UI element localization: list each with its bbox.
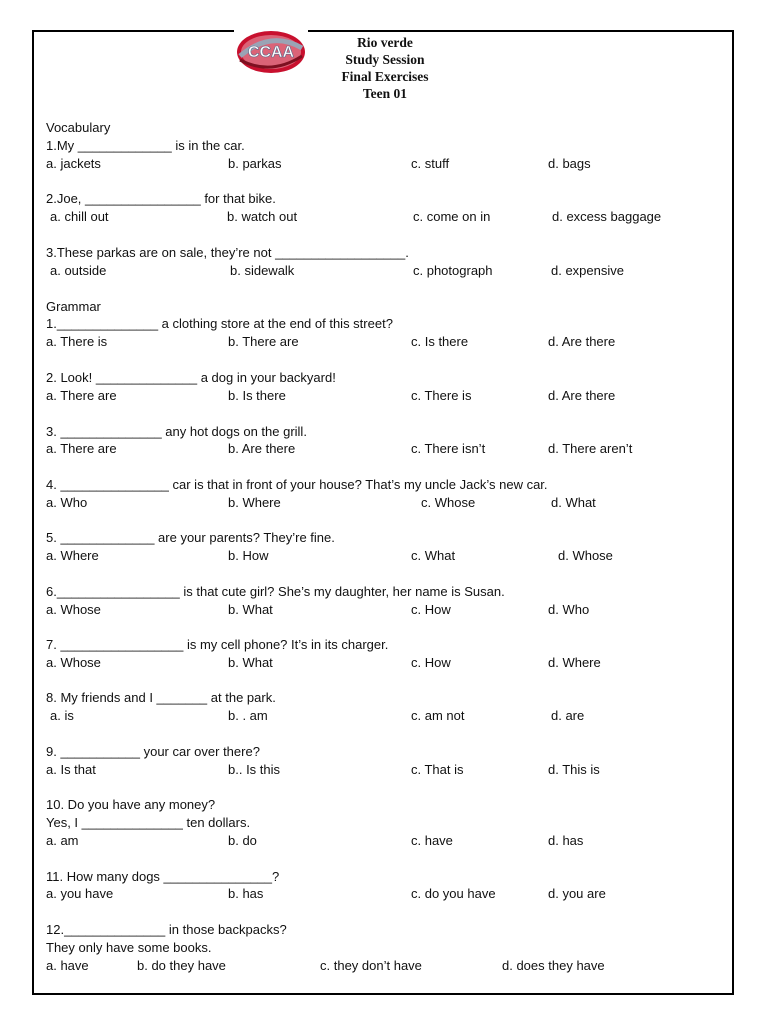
grammar-question-12-option-a: a. have bbox=[46, 958, 89, 973]
grammar-question-4: 4. _______________ car is that in front of your house? That’s my uncle Jack’s new car. bbox=[46, 477, 548, 492]
grammar-question-12-line2: They only have some books. bbox=[46, 940, 212, 955]
vocabulary-question-2-option-a: a. chill out bbox=[50, 209, 109, 224]
grammar-question-10: 10. Do you have any money? bbox=[46, 797, 216, 812]
grammar-question-4-option-a: a. Who bbox=[46, 495, 88, 510]
grammar-question-12-option-b: b. do they have bbox=[137, 958, 226, 973]
grammar-question-9-option-a: a. Is that bbox=[46, 762, 96, 777]
grammar-question-9-option-d: d. This is bbox=[548, 762, 600, 777]
grammar-question-5: 5. _____________ are your parents? They’re fine. bbox=[46, 530, 335, 545]
vocabulary-question-1-option-d: d. bags bbox=[548, 156, 591, 171]
grammar-question-8-option-d: d. are bbox=[551, 708, 585, 723]
grammar-question-5-option-c: c. What bbox=[411, 548, 456, 563]
grammar-question-4-option-c: c. Whose bbox=[421, 495, 476, 510]
grammar-question-9: 9. ___________ your car over there? bbox=[46, 744, 260, 759]
grammar-question-1-option-b: b. There are bbox=[228, 334, 299, 349]
grammar-question-2-option-a: a. There are bbox=[46, 388, 117, 403]
vocabulary-question-3-option-d: d. expensive bbox=[551, 263, 624, 278]
grammar-question-12: 12.______________ in those backpacks? bbox=[46, 922, 287, 937]
grammar-question-10-option-d: d. has bbox=[548, 833, 584, 848]
class-level: Teen 01 bbox=[362, 86, 408, 101]
grammar-question-3-option-c: c. There isn’t bbox=[411, 441, 486, 456]
grammar-question-6-option-b: b. What bbox=[228, 602, 273, 617]
grammar-question-10-option-a: a. am bbox=[46, 833, 79, 848]
grammar-question-12-option-d: d. does they have bbox=[502, 958, 605, 973]
exercise-title: Final Exercises bbox=[341, 69, 429, 84]
grammar-question-10-line2: Yes, I ______________ ten dollars. bbox=[46, 815, 251, 830]
grammar-question-1: 1.______________ a clothing store at the end of this street? bbox=[46, 316, 393, 331]
vocabulary-question-3-option-a: a. outside bbox=[50, 263, 107, 278]
grammar-question-10-option-b: b. do bbox=[228, 833, 257, 848]
grammar-question-7: 7. _________________ is my cell phone? It’s in its charger. bbox=[46, 637, 389, 652]
grammar-question-2-option-b: b. Is there bbox=[228, 388, 286, 403]
grammar-question-2-option-c: c. There is bbox=[411, 388, 472, 403]
grammar-question-10-option-c: c. have bbox=[411, 833, 453, 848]
vocabulary-question-1-option-a: a. jackets bbox=[46, 156, 101, 171]
grammar-question-8: 8. My friends and I _______ at the park. bbox=[46, 690, 276, 705]
worksheet-header bbox=[300, 34, 470, 102]
grammar-question-6-option-d: d. Who bbox=[548, 602, 590, 617]
grammar-question-3: 3. ______________ any hot dogs on the grill. bbox=[46, 424, 307, 439]
grammar-question-7-option-a: a. Whose bbox=[46, 655, 101, 670]
session-title: Study Session bbox=[345, 52, 425, 67]
grammar-question-12-option-c: c. they don’t have bbox=[320, 958, 422, 973]
grammar-question-6-option-c: c. How bbox=[411, 602, 451, 617]
section-title-vocabulary: Vocabulary bbox=[46, 120, 111, 135]
grammar-question-2: 2. Look! ______________ a dog in your backyard! bbox=[46, 370, 336, 385]
grammar-question-1-option-c: c. Is there bbox=[411, 334, 469, 349]
grammar-question-11: 11. How many dogs _______________? bbox=[46, 869, 280, 884]
grammar-question-5-option-b: b. How bbox=[228, 548, 269, 563]
grammar-question-7-option-b: b. What bbox=[228, 655, 273, 670]
grammar-question-11-option-c: c. do you have bbox=[411, 886, 496, 901]
vocabulary-question-3: 3.These parkas are on sale, they’re not __________________. bbox=[46, 245, 409, 260]
grammar-question-3-option-b: b. Are there bbox=[228, 441, 296, 456]
grammar-question-5-option-a: a. Where bbox=[46, 548, 99, 563]
grammar-question-11-option-b: b. has bbox=[228, 886, 264, 901]
grammar-question-8-option-c: c. am not bbox=[411, 708, 465, 723]
grammar-question-11-option-d: d. you are bbox=[548, 886, 606, 901]
grammar-question-11-option-a: a. you have bbox=[46, 886, 114, 901]
vocabulary-question-1: 1.My _____________ is in the car. bbox=[46, 138, 245, 153]
school-name: Rio verde bbox=[357, 35, 413, 50]
grammar-question-6-option-a: a. Whose bbox=[46, 602, 101, 617]
vocabulary-question-3-option-b: b. sidewalk bbox=[230, 263, 295, 278]
grammar-question-1-option-a: a. There is bbox=[46, 334, 108, 349]
grammar-question-8-option-a: a. is bbox=[50, 708, 74, 723]
page-border bbox=[32, 30, 734, 995]
vocabulary-question-1-option-c: c. stuff bbox=[411, 156, 450, 171]
grammar-question-7-option-c: c. How bbox=[411, 655, 451, 670]
grammar-question-1-option-d: d. Are there bbox=[548, 334, 616, 349]
grammar-question-7-option-d: d. Where bbox=[548, 655, 601, 670]
grammar-question-3-option-a: a. There are bbox=[46, 441, 117, 456]
grammar-question-9-option-c: c. That is bbox=[411, 762, 464, 777]
vocabulary-question-2-option-d: d. excess baggage bbox=[552, 209, 662, 224]
section-title-grammar: Grammar bbox=[46, 299, 101, 314]
vocabulary-question-2: 2.Joe, ________________ for that bike. bbox=[46, 191, 276, 206]
grammar-question-6: 6._________________ is that cute girl? She’s my daughter, her name is Susan. bbox=[46, 584, 505, 599]
grammar-question-5-option-d: d. Whose bbox=[558, 548, 613, 563]
vocabulary-question-2-option-c: c. come on in bbox=[413, 209, 491, 224]
grammar-question-8-option-b: b. . am bbox=[228, 708, 268, 723]
grammar-question-3-option-d: d. There aren’t bbox=[548, 441, 633, 456]
vocabulary-question-1-option-b: b. parkas bbox=[228, 156, 282, 171]
grammar-question-4-option-d: d. What bbox=[551, 495, 596, 510]
vocabulary-question-3-option-c: c. photograph bbox=[413, 263, 493, 278]
grammar-question-4-option-b: b. Where bbox=[228, 495, 281, 510]
ccaa-logo bbox=[234, 26, 308, 78]
svg-text:CCAA: CCAA bbox=[247, 44, 295, 61]
grammar-question-9-option-b: b.. Is this bbox=[228, 762, 281, 777]
grammar-question-2-option-d: d. Are there bbox=[548, 388, 616, 403]
vocabulary-question-2-option-b: b. watch out bbox=[227, 209, 298, 224]
